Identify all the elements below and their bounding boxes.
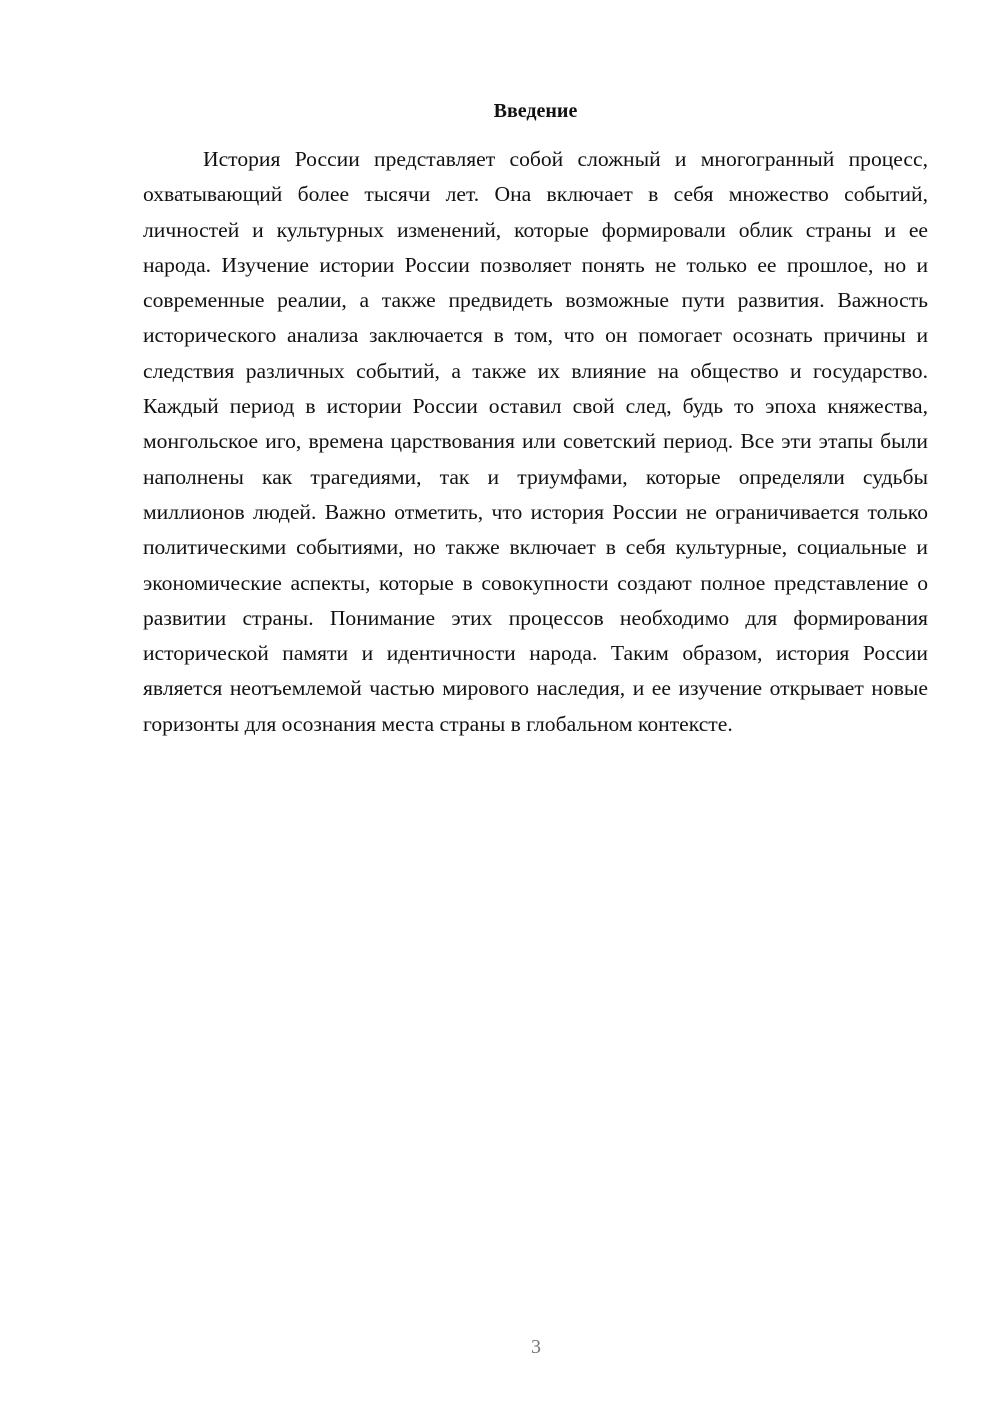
page-number: 3	[531, 1336, 541, 1358]
body-paragraph: История России представляет собой сложный и многогранный процесс, охватывающий более тысячи лет. Она включает в себя множество событий, личностей и культурных изменений, которые формировали облик страны и ее народа. Изучение истории России позволяет понять не только ее прошлое, но и современные реалии, а также предвидеть возможные пути развития. Важность исторического анализа заключается в том, что он помогает осознать причины и следствия различных событий, а также их влияние на общество и государство. Каждый период в истории России оставил свой след, будь то эпоха княжества, монгольское иго, времена царствования или советский период. Все эти этапы были наполнены как трагедиями, так и триумфами, которые определяли судьбы миллионов людей. Важно отметить, что история России не ограничивается только политическими событиями, но также включает в себя культурные, социальные и экономические аспекты, которые в совокупности создают полное представление о развитии страны. Понимание этих процессов необходимо для формирования исторической памяти и идентичности народа. Таким образом, история России является неотъемлемой частью мирового наследия, и ее изучение открывает новые горизонты для осознания места страны в глобальном контексте.	[143, 147, 928, 736]
section-heading: Введение	[493, 100, 578, 122]
